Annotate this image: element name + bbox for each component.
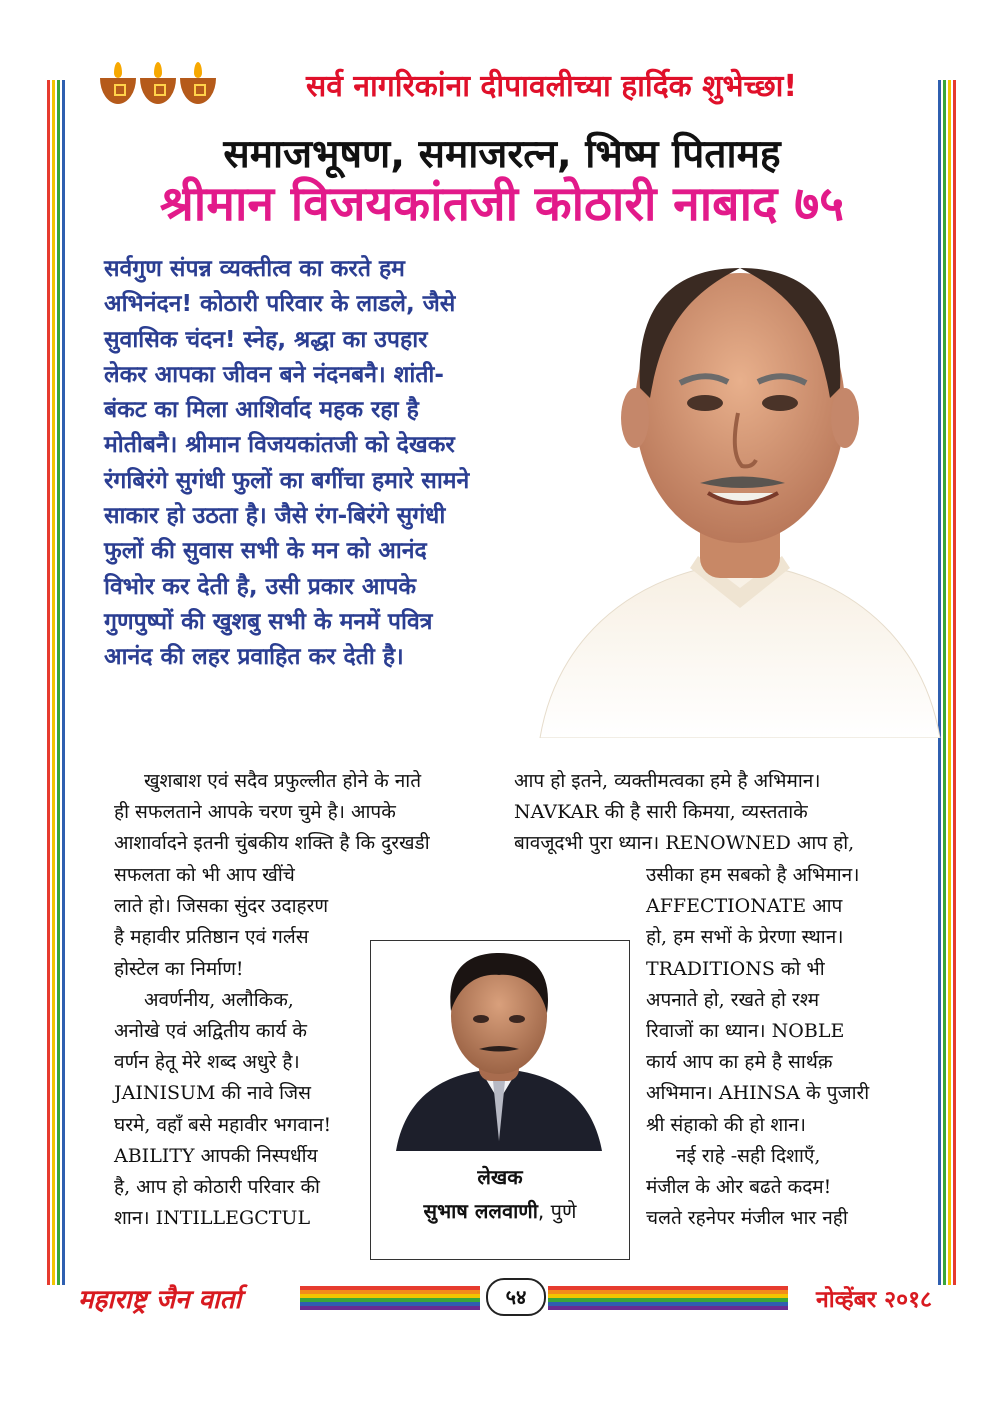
body-line: चलते रहनेपर मंजील भार नही (646, 1207, 848, 1230)
intro-paragraph (104, 252, 564, 676)
diya-lamp-icon (100, 62, 136, 106)
body-line: हो, हम सभों के प्रेरणा स्थान। (646, 926, 844, 949)
left-column-narrow (114, 860, 360, 1234)
body-line: AFFECTIONATE आप (646, 895, 843, 918)
intro-line: सुवासिक चंदन! स्नेह, श्रद्धा का उपहार (104, 326, 428, 353)
body-line: श्री संहाको की हो शान। (646, 1113, 807, 1136)
body-line: ही सफलताने आपके चरण चुमे है। आपके (114, 801, 396, 824)
body-line: अपनाते हो, रखते हो रश्म (646, 988, 820, 1011)
issue-date: नोव्हेंबर २०१८ (816, 1287, 932, 1313)
body-line: वर्णन हेतू मेरे शब्द अधुरे है। (114, 1051, 300, 1074)
body-line: अभिमान। AHINSA के पुजारी (646, 1082, 870, 1105)
intro-line: बंकट का मिला आशिर्वाद महक रहा है (104, 397, 419, 424)
body-line: लाते हो। जिसका सुंदर उदाहरण (114, 895, 329, 918)
intro-line: फुलों की सुवास सभी के मन को आनंद (104, 538, 427, 565)
body-line: है, आप हो कोठारी परिवार की (114, 1176, 320, 1199)
diwali-greeting: सर्व नागरिकांना दीपावलीच्या हार्दिक शुभेच्छा! (306, 69, 798, 104)
author-label: लेखक (477, 1165, 523, 1189)
intro-line: लेकर आपका जीवन बने नंदनबनै। शांती- (104, 361, 444, 388)
body-line: TRADITIONS को भी (646, 957, 825, 980)
left-border-stripe (62, 80, 65, 1285)
left-border-stripe (52, 80, 55, 1285)
page-number: ५४ (486, 1278, 546, 1316)
headline-name: श्रीमान विजयकांतजी कोठारी नाबाद ७५ (159, 176, 845, 232)
body-line: है महावीर प्रतिष्ठान एवं गर्लस (114, 926, 309, 949)
author-box (370, 940, 630, 1260)
body-line: अनोखे एवं अद्वितीय कार्य के (114, 1020, 308, 1043)
body-line: JAINISUM की नावे जिस (114, 1082, 311, 1105)
author-name: सुभाष ललवाणी (423, 1199, 538, 1223)
body-line: आशार्वादने इतनी चुंबकीय शक्ति है कि दुरखडी (114, 832, 430, 855)
body-line: NAVKAR की है सारी किमया, व्यस्तताके (514, 801, 808, 824)
body-line: खुशबाश एवं सदैव प्रफुल्लीत होने के नाते (144, 770, 422, 792)
body-line: सफलता को भी आप खींचे (114, 864, 295, 886)
intro-line: गुणपुष्पों की खुशबु सभी के मनमें पवित्र (104, 608, 433, 635)
body-line: मंजील के ओर बढते कदम! (646, 1176, 832, 1199)
diya-lamp-icon (140, 62, 176, 106)
body-line: ABILITY आपकी निस्पर्धीय (114, 1144, 318, 1167)
publication-name: महाराष्ट्र जैन वार्ता (78, 1285, 242, 1315)
intro-line: विभोर कर देती है, उसी प्रकार आपके (104, 573, 417, 600)
body-line: रिवाजों का ध्यान। NOBLE (646, 1020, 845, 1043)
right-column-wide (514, 766, 914, 860)
intro-line: साकार हो उठता है। जैसे रंग-बिरंगे सुगंधी (104, 503, 446, 530)
author-name-line (371, 1197, 629, 1224)
intro-line: आनंद की लहर प्रवाहित कर देती है। (104, 644, 404, 671)
body-line: बावजूदभी पुरा ध्यान। RENOWNED आप हो, (514, 832, 855, 855)
body-line: उसीका हम सबको है अभिमान। (646, 864, 860, 886)
honoree-portrait (520, 238, 960, 738)
body-line: होस्टेल का निर्माण! (114, 957, 244, 980)
intro-line: मोतीबनै। श्रीमान विजयकांतजी को देखकर (104, 432, 455, 459)
intro-line: रंगबिरंगे सुगंधी फुलों का बगींचा हमारे सामने (104, 467, 470, 494)
intro-line: सर्वगुण संपन्न व्यक्तीत्व का करते हम (104, 256, 405, 282)
author-photo (391, 941, 607, 1151)
footer-rainbow-left (300, 1272, 480, 1318)
intro-line: अभिनंदन! कोठारी परिवार के लाडले, जैसे (104, 291, 456, 318)
honorific-title: समाजभूषण, समाजरत्न, भिष्म पितामह (223, 132, 781, 177)
body-line: कार्य आप का हमे है सार्थक़ (646, 1051, 833, 1074)
diya-lamp-icon (180, 62, 216, 106)
left-border-stripe (57, 80, 60, 1285)
body-line: अवर्णनीय, अलौकिक, (144, 988, 294, 1011)
author-city: , पुणे (537, 1199, 577, 1223)
left-column-wide (114, 766, 494, 860)
body-line: घरमे, वहाँ बसे महावीर भगवान! (114, 1113, 332, 1136)
body-line: नई राहे -सही दिशाएँ, (676, 1144, 821, 1167)
footer-rainbow-right (548, 1272, 788, 1318)
right-column-narrow (646, 860, 914, 1234)
left-border-stripe (47, 80, 50, 1285)
body-line: आप हो इतने, व्यक्तीमत्वका हमे है अभिमान। (514, 770, 821, 792)
body-line: शान। INTILLEGCTUL (114, 1207, 311, 1230)
